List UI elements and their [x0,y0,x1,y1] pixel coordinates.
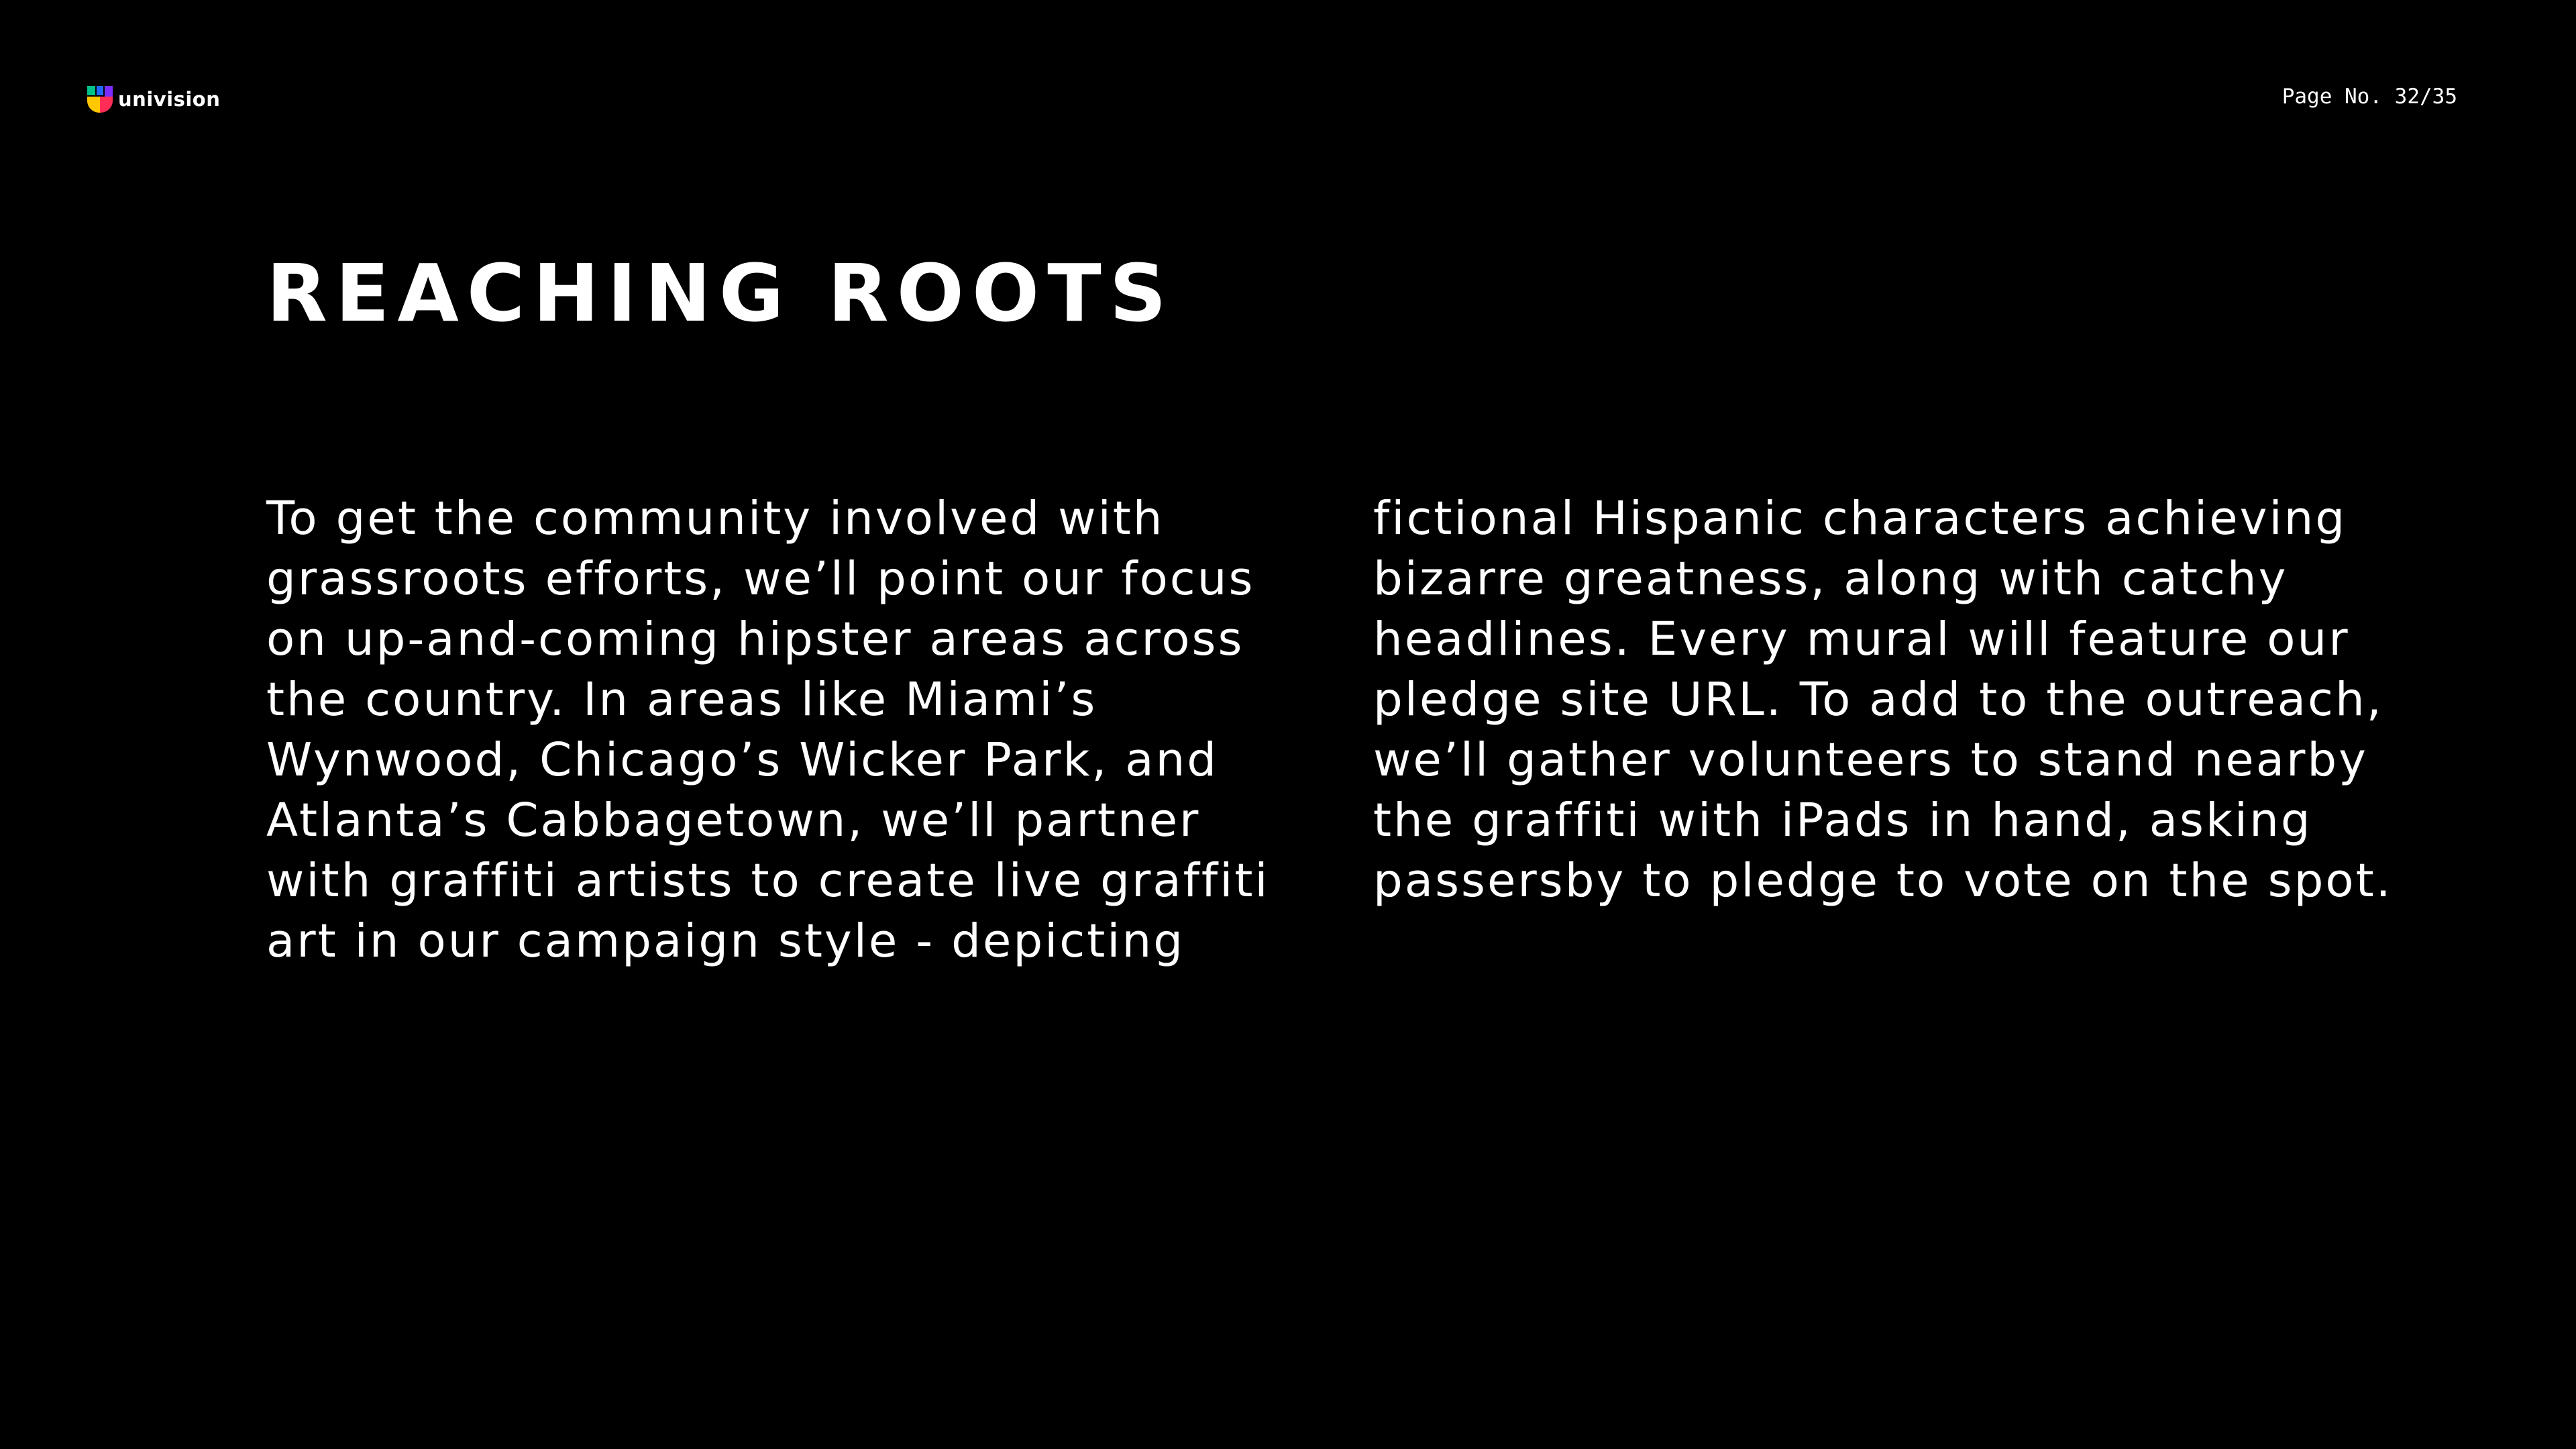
univision-logo-text: univision [118,88,221,111]
body-text-left-column: To get the community involved with grassroots efforts, we’ll point our focus on up-and-coming hipster areas across the country. In areas like Miami’s Wynwood, Chicago’s Wicker Park, and Atlanta’s Cabbagetown, we’ll partner with graffiti artists to create live graffiti art in our campaign style - depicting [266,492,1270,968]
body-text-right-column: fictional Hispanic characters achieving bizarre greatness, along with catchy headlines. Every mural will feature our pledge site URL. To add to the outreach, we’ll gather volunteers to stand nearby the graffiti with iPads in hand, asking passersby to pledge to vote on the spot. [1373,492,2393,908]
univision-logo-icon [87,86,113,113]
page-title: REACHING ROOTS [266,247,1175,339]
univision-logo [87,86,220,113]
page-number: Page No. 32/35 [2282,85,2457,109]
